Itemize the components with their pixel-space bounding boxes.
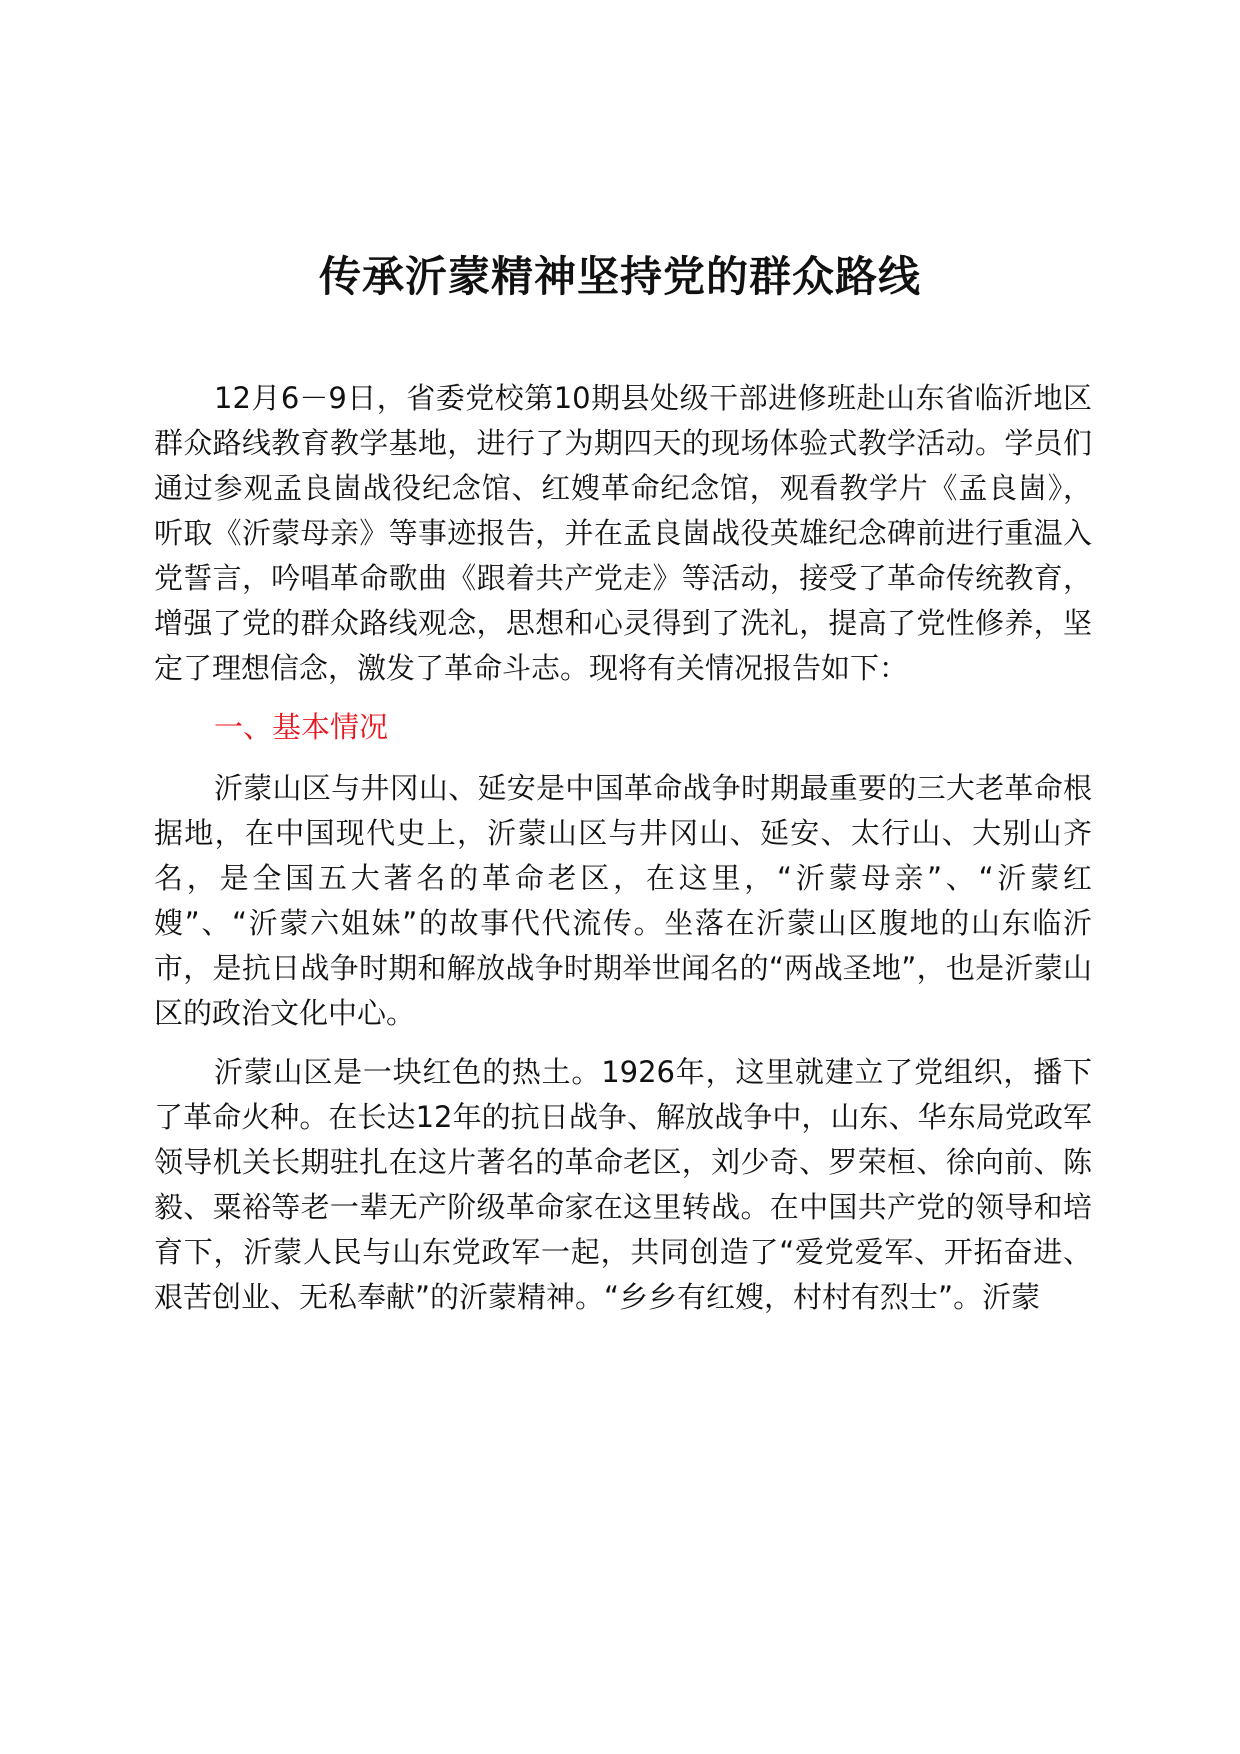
body-paragraph: 沂蒙山区是一块红色的热土。1926年，这里就建立了党组织，播下了革命火种。在长达12年的抗日战争、解放战争中，山东、华东局党政军领导机关长期驻扎在这片著名的革命老区，刘少奇、罗荣桓、徐向前、陈毅、粟裕等老一辈无产阶级革命家在这里转战。在中国共产党的领导和培育下，沂蒙人民与山东党政军一起，共同创造了“爱党爱军、开拓奋进、艰苦创业、无私奉献”的沂蒙精神。“乡乡有红嫂，村村有烈士”。沂蒙 <box>154 1055 1092 1314</box>
intro-paragraph: 12月6－9日，省委党校第10期县处级干部进修班赴山东省临沂地区群众路线教育教学基地，进行了为期四天的现场体验式教学活动。学员们通过参观孟良崮战役纪念馆、红嫂革命纪念馆，观看教学片《孟良崮》，听取《沂蒙母亲》等事迹报告，并在孟良崮战役英雄纪念碑前进行重温入党誓言，吟唱革命歌曲《跟着共产党走》等活动，接受了革命传统教育，增强了党的群众路线观念，思想和心灵得到了洗礼，提高了党性修养，坚定了理想信念，激发了革命斗志。现将有关情况报告如下： <box>154 381 1092 685</box>
document-title: 传承沂蒙精神坚持党的群众路线 <box>318 252 921 301</box>
body-paragraph: 沂蒙山区与井冈山、延安是中国革命战争时期最重要的三大老革命根据地，在中国现代史上，沂蒙山区与井冈山、延安、太行山、大别山齐名，是全国五大著名的革命老区，在这里，“沂蒙母亲”、“沂蒙红嫂”、“沂蒙六姐妹”的故事代代流传。坐落在沂蒙山区腹地的山东临沂市，是抗日战争时期和解放战争时期举世闻名的“两战圣地”，也是沂蒙山区的政治文化中心。 <box>154 771 1092 1030</box>
document-body <box>154 376 1092 1334</box>
section-heading-basic-situation: 一、基本情况 <box>214 710 389 744</box>
